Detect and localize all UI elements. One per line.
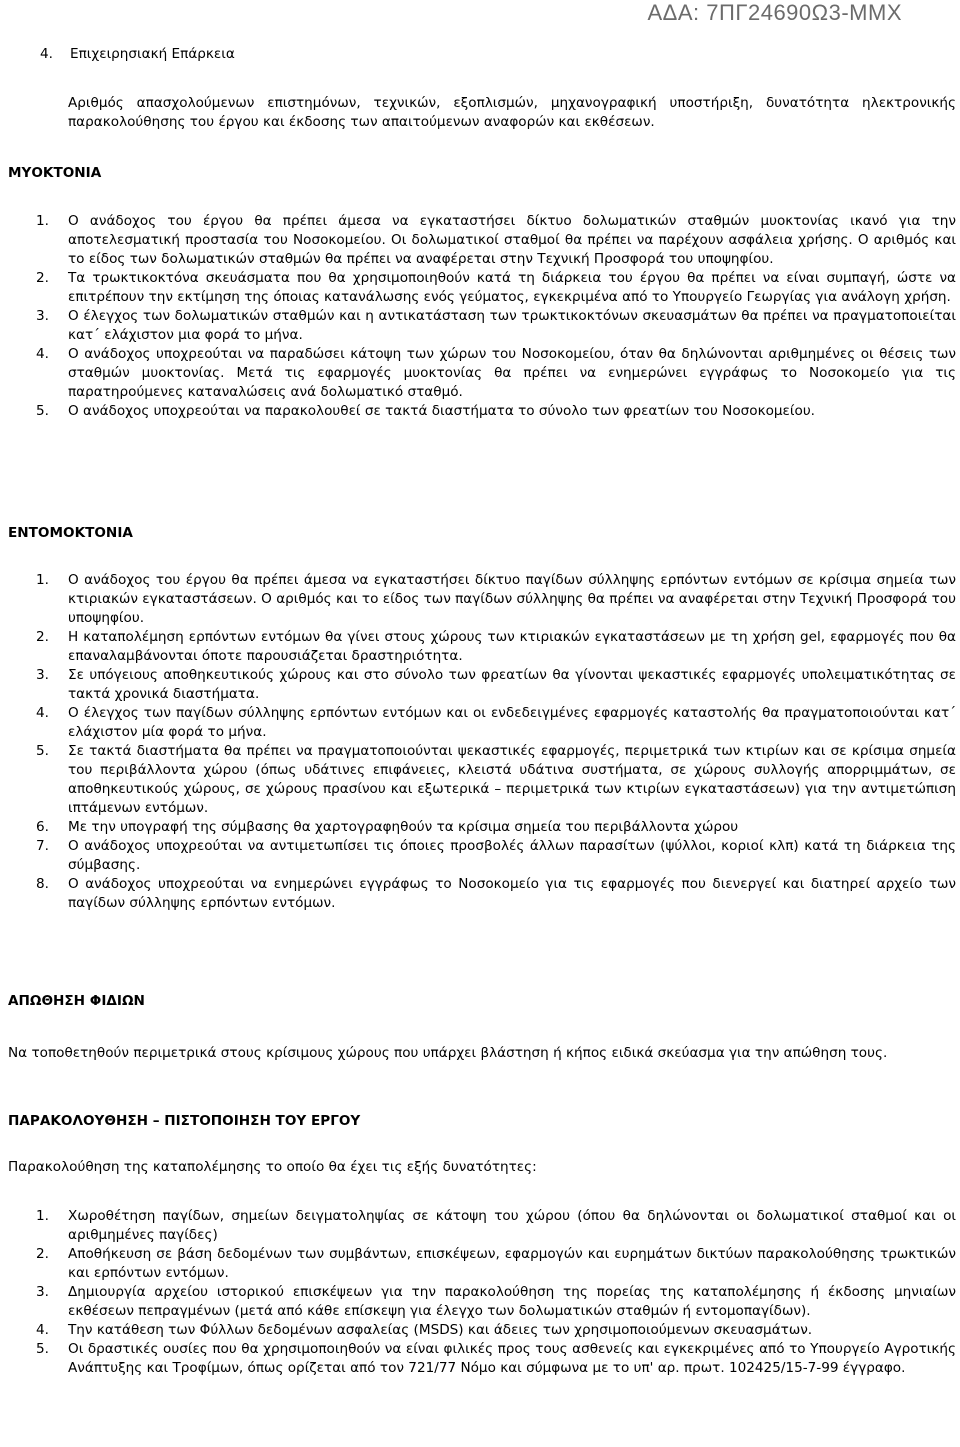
entomoktonia-list bbox=[36, 571, 956, 913]
list-item bbox=[36, 875, 956, 913]
list-item-number: 5. bbox=[36, 1341, 49, 1357]
list-item-text: Οι δραστικές ουσίες που θα χρησιμοποιηθούν να είναι φιλικές προς τους ασθενείς και εγκεκριμένες από το Υπουργείο Αγροτικής Ανάπτυξης και Τροφίμων, όπως ορίζεται από τον 721/77 Νόμο και σύμφωνα με το υπ' αρ. πρωτ. 102425/15-7-99 έγγραφο. bbox=[68, 1341, 956, 1376]
ada-watermark: ΑΔΑ: 7ΠΓ24690Ω3-ΜΜΧ bbox=[647, 0, 902, 25]
list-item-text: Με την υπογραφή της σύμβασης θα χαρτογραφηθούν τα κρίσιμα σημεία του περιβάλλοντα χώρου bbox=[68, 819, 739, 835]
apothisi-paragraph: Να τοποθετηθούν περιμετρικά στους κρίσιμους χώρους που υπάρχει βλάστηση ή κήπος ειδικά σκεύασμα για την απώθηση τους. bbox=[8, 1045, 888, 1061]
list-item-text: Ο ανάδοχος του έργου θα πρέπει άμεσα να εγκαταστήσει δίκτυο δολωματικών σταθμών μυοκτονίας ικανό για την αποτελεσματική προστασία του Νοσοκομείου. Οι δολωματικοί σταθμοί θα πρέπει να παρέχουν ασφάλεια χρήσης. Ο αριθμός και το είδος των δολωματικών σταθμών θα πρέπει να αναφέρεται στην Τεχνική Προσφορά του υποψηφίου. bbox=[68, 213, 956, 267]
list-item-text: Η καταπολέμηση ερπόντων εντόμων θα γίνει στους χώρους των κτιριακών εγκαταστάσεων με τη χρήση gel, εφαρμογές που θα επαναλαμβάνονται όποτε παρουσιάζεται δραστηριότητα. bbox=[68, 629, 956, 664]
list-item-number: 5. bbox=[36, 403, 49, 419]
section-4-paragraph: Αριθμός απασχολούμενων επιστημόνων, τεχνικών, εξοπλισμών, μηχανογραφική υποστήριξη, δυνατότητα ηλεκτρονικής παρακολούθησης του έργου και έκδοσης των απαιτούμενων αναφορών και εκθέσεων. bbox=[68, 95, 956, 130]
parakolouthisi-heading: ΠΑΡΑΚΟΛΟΥΘΗΣΗ – ΠΙΣΤΟΠΟΙΗΣΗ ΤΟΥ ΕΡΓΟΥ bbox=[8, 1113, 361, 1129]
list-item-text: Ο ανάδοχος υποχρεούται να παραδώσει κάτοψη των χώρων του Νοσοκομείου, όταν θα δηλώνονται αριθμημένες οι θέσεις των σταθμών μυοκτονίας. Μετά τις εφαρμογές μυοκτονίας θα πρέπει να ενημερώνει εγγράφως το Νοσοκομείο για τις παρατηρούμενες καταναλώσεις ανά δολωματικό σταθμό. bbox=[68, 346, 956, 400]
list-item bbox=[36, 212, 956, 269]
list-item-text: Αποθήκευση σε βάση δεδομένων των συμβάντων, επισκέψεων, εφαρμογών και ευρημάτων δικτύων παρακολούθησης τρωκτικών και ερπόντων εντόμων. bbox=[68, 1246, 956, 1281]
section-number: 4. bbox=[40, 46, 53, 62]
list-item-number: 4. bbox=[36, 705, 49, 721]
list-item-number: 3. bbox=[36, 308, 49, 324]
list-item-text: Χωροθέτηση παγίδων, σημείων δειγματοληψίας σε κάτοψη του χώρου (όπου θα δηλώνονται οι δολωματικοί σταθμοί και οι αριθμημένες παγίδες) bbox=[68, 1208, 956, 1243]
list-item bbox=[36, 1207, 956, 1245]
list-item-number: 2. bbox=[36, 270, 49, 286]
list-item-text: Ο έλεγχος των δολωματικών σταθμών και η αντικατάσταση των τρωκτικοκτόνων σκευασμάτων θα πρέπει να πραγματοποιείται κατ΄ ελάχιστον μια φορά το μήνα. bbox=[68, 308, 956, 343]
list-item-text: Ο έλεγχος των παγίδων σύλληψης ερπόντων εντόμων και οι ενδεδειγμένες εφαρμογές καταστολής θα πραγματοποιούνται κατ΄ ελάχιστον μία φορά το μήνα. bbox=[68, 705, 956, 740]
list-item bbox=[36, 1340, 956, 1378]
list-item-text: Δημιουργία αρχείου ιστορικού επισκέψεων για την παρακολούθηση της πορείας της καταπολέμησης ή έκδοσης μηνιαίων εκθέσεων πεπραγμένων (μετά από κάθε επίσκεψη για έλεγχο των δολωματικών σταθμών ή εντομοπαγίδων). bbox=[68, 1284, 956, 1319]
list-item-text: Την κατάθεση των Φύλλων δεδομένων ασφαλείας (MSDS) και άδειες των χρησιμοποιούμενων σκευασμάτων. bbox=[68, 1322, 813, 1338]
list-item bbox=[36, 1321, 956, 1340]
list-item-text: Τα τρωκτικοκτόνα σκευάσματα που θα χρησιμοποιηθούν κατά τη διάρκεια του έργου θα πρέπει να είναι συμπαγή, ώστε να επιτρέπουν την εκτίμηση της όποιας κατανάλωσης ενός γεύματος, εγκεκριμένα από το Υπουργείο Γεωργίας για ανάλογη χρήση. bbox=[68, 270, 956, 305]
list-item-number: 4. bbox=[36, 346, 49, 362]
list-item bbox=[36, 571, 956, 628]
myoktonia-heading: ΜΥΟΚΤΟΝΙΑ bbox=[8, 165, 102, 181]
list-item-number: 7. bbox=[36, 838, 49, 854]
list-item-number: 2. bbox=[36, 629, 49, 645]
myoktonia-list bbox=[36, 212, 956, 421]
parakolouthisi-intro: Παρακολούθηση της καταπολέμησης το οποίο θα έχει τις εξής δυνατότητες: bbox=[8, 1159, 537, 1175]
entomoktonia-heading: ΕΝΤΟΜΟΚΤΟΝΙΑ bbox=[8, 525, 133, 541]
list-item-text: Ο ανάδοχος του έργου θα πρέπει άμεσα να εγκαταστήσει δίκτυο παγίδων σύλληψης ερπόντων εντόμων σε κρίσιμα σημεία των κτιριακών εγκαταστάσεων. Ο αριθμός και το είδος των παγίδων σύλληψης θα πρέπει να αναφέρεται στην Τεχνική Προσφορά του υποψηφίου. bbox=[68, 572, 956, 626]
list-item bbox=[36, 837, 956, 875]
list-item bbox=[36, 1283, 956, 1321]
list-item-number: 8. bbox=[36, 876, 49, 892]
list-item bbox=[36, 628, 956, 666]
list-item-number: 1. bbox=[36, 572, 49, 588]
list-item bbox=[36, 742, 956, 818]
list-item-number: 3. bbox=[36, 667, 49, 683]
list-item-number: 1. bbox=[36, 1208, 49, 1224]
list-item-number: 5. bbox=[36, 743, 49, 759]
list-item-number: 1. bbox=[36, 213, 49, 229]
list-item-text: Σε τακτά διαστήματα θα πρέπει να πραγματοποιούνται ψεκαστικές εφαρμογές, περιμετρικά των κτιρίων και σε κρίσιμα σημεία του περιβάλλοντα χώρου (όπως υδάτινες επιφάνειες, κλειστά υδάτινα συστήματα, σε χώρους συλλογής απορριμμάτων, σε αποθηκευτικούς χώρους, σε χώρους πρασίνου και εξωτερικά – περιμετρικά των κτιρίων εγκαταστάσεων) για την αντιμετώπιση ιπτάμενων εντόμων. bbox=[68, 743, 956, 816]
list-item bbox=[36, 269, 956, 307]
list-item bbox=[36, 704, 956, 742]
list-item bbox=[36, 666, 956, 704]
list-item-number: 4. bbox=[36, 1322, 49, 1338]
list-item bbox=[36, 402, 956, 421]
list-item-text: Σε υπόγειους αποθηκευτικούς χώρους και στο σύνολο των φρεατίων θα γίνονται ψεκαστικές εφαρμογές υπολειματικότητας σε τακτά χρονικά διαστήματα. bbox=[68, 667, 956, 702]
list-item-number: 6. bbox=[36, 819, 49, 835]
apothisi-heading: ΑΠΩΘΗΣΗ ΦΙΔΙΩΝ bbox=[8, 993, 145, 1009]
parakolouthisi-list bbox=[36, 1207, 956, 1378]
list-item-text: Ο ανάδοχος υποχρεούται να αντιμετωπίσει τις όποιες προσβολές άλλων παρασίτων (ψύλλοι, κοριοί κλπ) κατά τη διάρκεια της σύμβασης. bbox=[68, 838, 956, 873]
list-item-text: Ο ανάδοχος υποχρεούται να παρακολουθεί σε τακτά διαστήματα το σύνολο των φρεατίων του Νοσοκομείου. bbox=[68, 403, 816, 419]
list-item bbox=[36, 345, 956, 402]
list-item-number: 3. bbox=[36, 1284, 49, 1300]
list-item-text: Ο ανάδοχος υποχρεούται να ενημερώνει εγγράφως το Νοσοκομείο για τις εφαρμογές που διενεργεί και διατηρεί αρχείο των παγίδων σύλληψης ερπόντων εντόμων. bbox=[68, 876, 956, 911]
list-item bbox=[36, 818, 956, 837]
list-item bbox=[36, 307, 956, 345]
list-item-number: 2. bbox=[36, 1246, 49, 1262]
list-item bbox=[36, 1245, 956, 1283]
section-title: Επιχειρησιακή Επάρκεια bbox=[70, 46, 235, 62]
